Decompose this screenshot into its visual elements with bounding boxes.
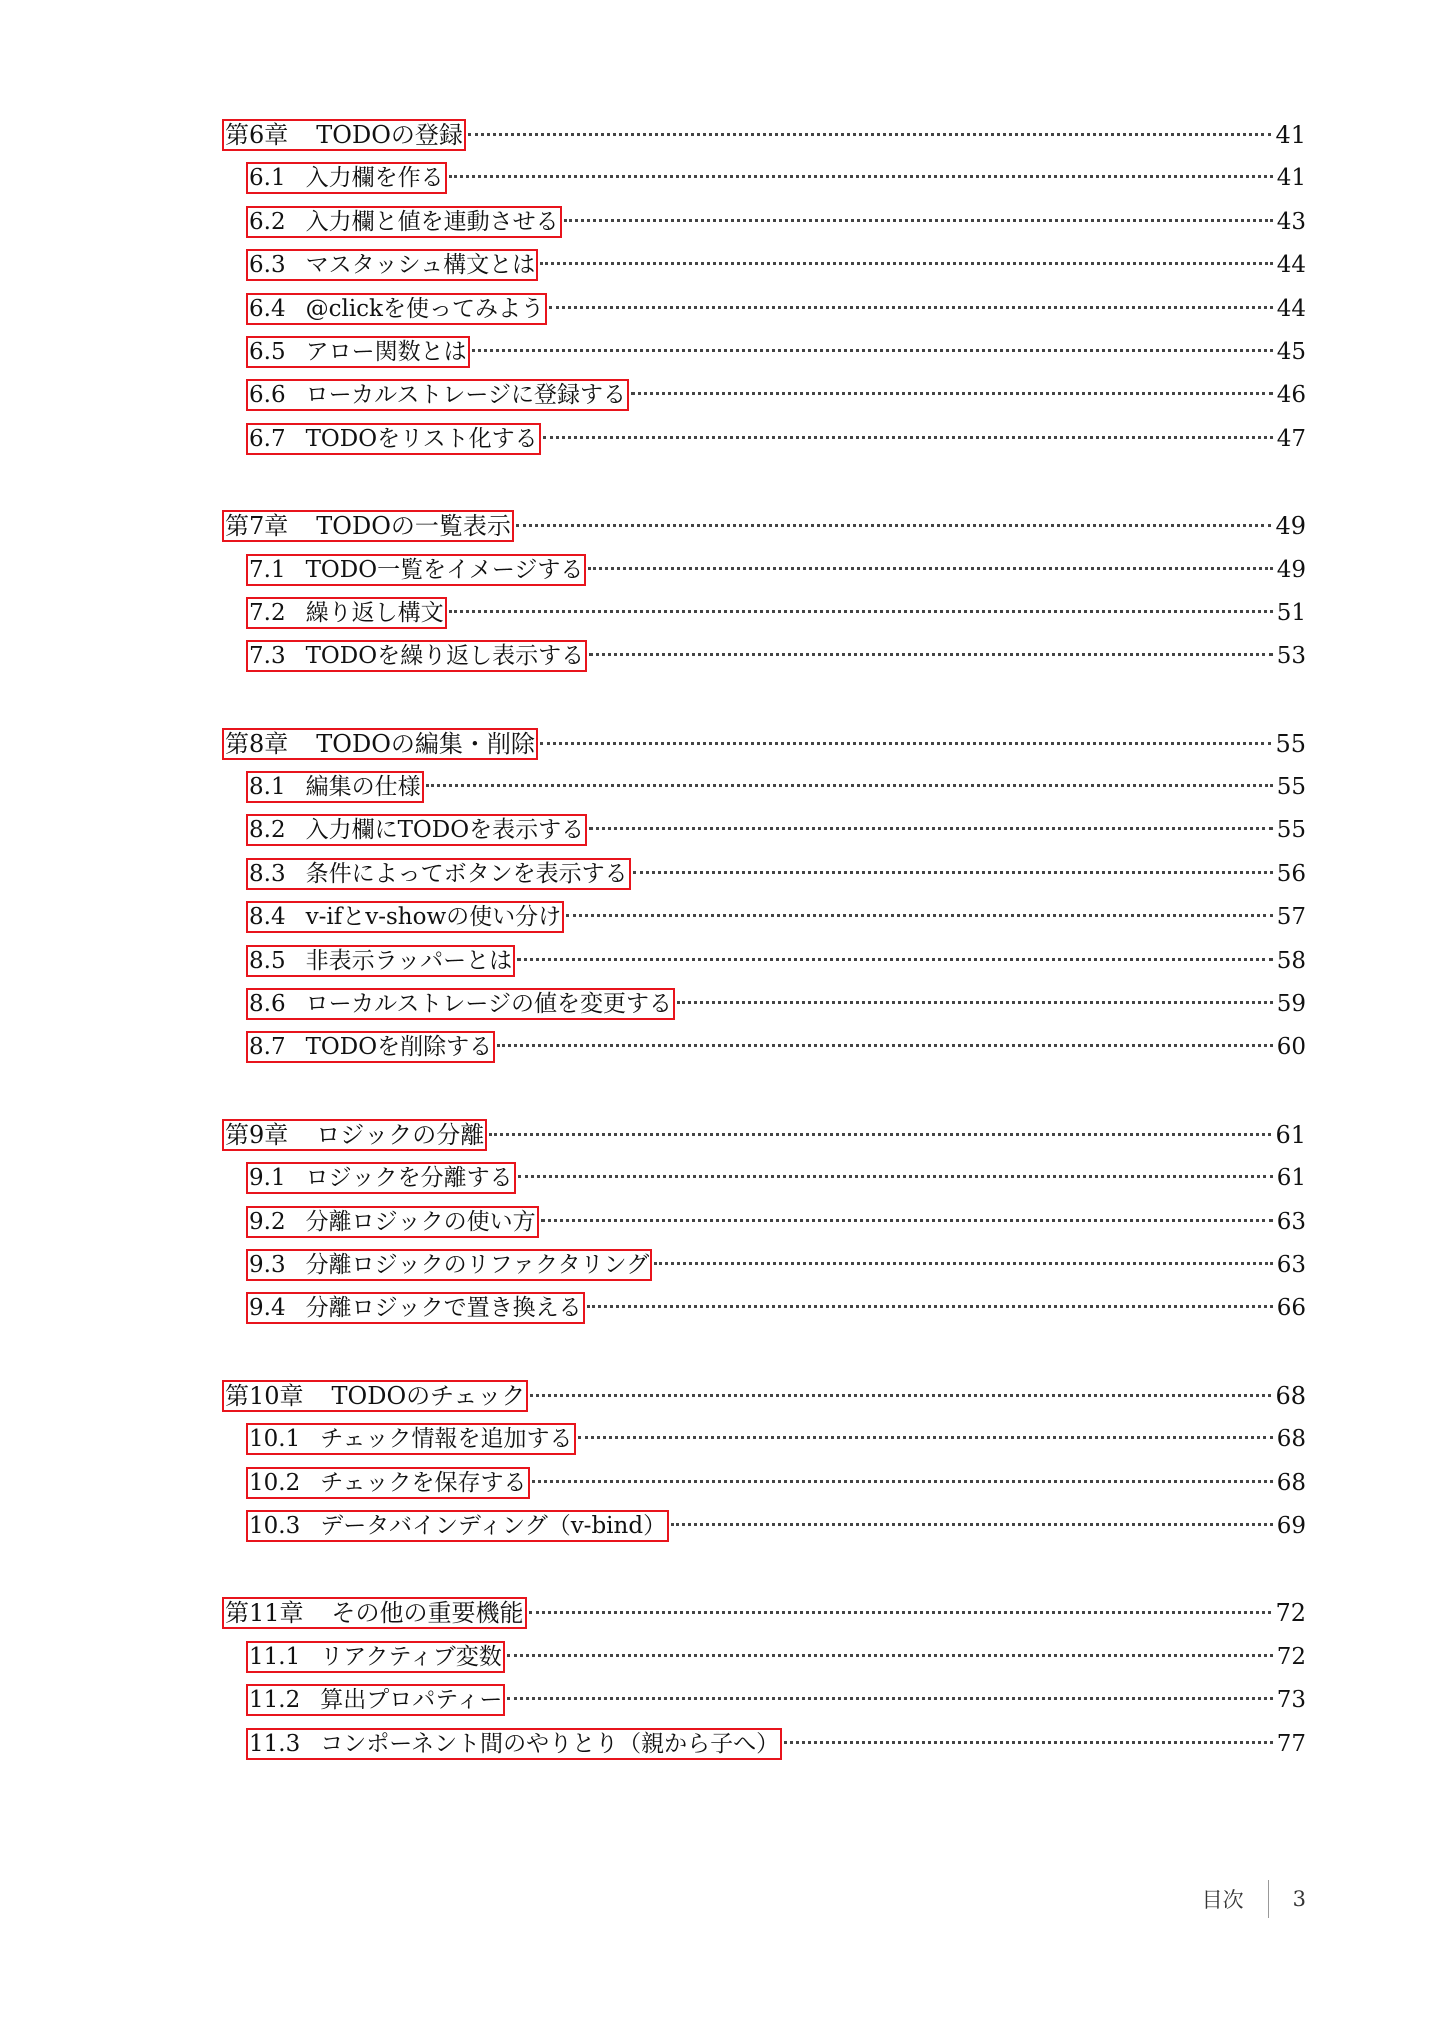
chapter-number: 第11章 <box>225 1599 304 1628</box>
dot-leader <box>426 784 1273 787</box>
toc-section-row <box>224 983 1306 1026</box>
section-number: 11.1 <box>249 1643 301 1670</box>
toc-chapter-group <box>224 723 1306 1070</box>
page-reference: 68 <box>1276 1469 1306 1496</box>
section-link[interactable] <box>248 1294 583 1322</box>
section-title: ローカルストレージの値を変更する <box>305 991 672 1018</box>
page-reference: 56 <box>1276 860 1306 887</box>
section-title: ローカルストレージに登録する <box>305 382 626 409</box>
dot-leader <box>671 1523 1273 1526</box>
section-title: @clickを使ってみよう <box>305 295 544 322</box>
dot-leader <box>489 1133 1271 1136</box>
toc-section-row <box>224 374 1306 417</box>
toc-chapter-row <box>224 1375 1306 1418</box>
dot-leader <box>677 1001 1273 1004</box>
toc-chapter-row <box>224 114 1306 157</box>
page-reference: 63 <box>1276 1251 1306 1278</box>
toc-section-row <box>224 635 1306 678</box>
page-reference: 41 <box>1276 165 1306 192</box>
page-footer <box>1202 1880 1306 1918</box>
page-reference: 55 <box>1276 774 1306 801</box>
chapter-link[interactable] <box>224 1599 525 1627</box>
dot-leader <box>449 610 1273 613</box>
section-link[interactable] <box>248 1208 537 1236</box>
dot-leader <box>516 524 1272 527</box>
page-reference: 69 <box>1276 1512 1306 1539</box>
dot-leader <box>541 1219 1273 1222</box>
section-title: 非表示ラッパーとは <box>305 947 513 974</box>
chapter-title: TODOの登録 <box>316 121 463 149</box>
section-link[interactable] <box>248 164 445 192</box>
dot-leader <box>631 392 1273 395</box>
chapter-number: 第9章 <box>225 1120 289 1149</box>
toc-section-row <box>224 418 1306 461</box>
section-link[interactable] <box>248 1033 493 1061</box>
toc-chapter-group <box>224 1114 1306 1331</box>
section-number: 11.2 <box>249 1687 301 1714</box>
section-link[interactable] <box>248 381 627 409</box>
chapter-number: 第8章 <box>225 729 289 758</box>
toc-section-row <box>224 1462 1306 1505</box>
section-number: 6.6 <box>249 382 286 409</box>
page-reference: 72 <box>1276 1643 1306 1670</box>
toc-section-row <box>224 288 1306 331</box>
page-reference: 55 <box>1276 817 1306 844</box>
toc-section-row <box>224 940 1306 983</box>
page-reference: 55 <box>1275 729 1306 758</box>
chapter-link[interactable] <box>224 512 512 540</box>
section-title: 繰り返し構文 <box>305 599 444 626</box>
section-number: 6.3 <box>249 252 286 279</box>
page-reference: 68 <box>1276 1426 1306 1453</box>
page-reference: 68 <box>1275 1381 1306 1410</box>
dot-leader <box>784 1741 1273 1744</box>
page-reference: 43 <box>1276 208 1306 235</box>
section-title: チェックを保存する <box>320 1469 527 1496</box>
chapter-title: ロジックの分離 <box>316 1120 485 1149</box>
section-number: 7.3 <box>249 643 286 670</box>
toc-chapter-row <box>224 1114 1306 1157</box>
toc-section-row <box>224 331 1306 374</box>
section-link[interactable] <box>248 338 468 366</box>
section-number: 6.7 <box>249 425 286 452</box>
toc-section-row <box>224 1723 1306 1766</box>
chapter-link[interactable] <box>224 121 464 149</box>
page-reference: 73 <box>1276 1687 1306 1714</box>
toc-section-row <box>224 1636 1306 1679</box>
chapter-link[interactable] <box>224 1121 485 1149</box>
section-number: 8.6 <box>249 991 286 1018</box>
section-link[interactable] <box>248 1512 667 1540</box>
section-number: 9.2 <box>249 1208 286 1235</box>
section-link[interactable] <box>248 208 560 236</box>
toc-chapter-group <box>224 1592 1306 1766</box>
section-link[interactable] <box>248 295 545 323</box>
dot-leader <box>532 1480 1273 1483</box>
page-reference: 44 <box>1276 295 1306 322</box>
section-number: 9.1 <box>249 1165 286 1192</box>
toc-chapter-group <box>224 505 1306 679</box>
footer-divider <box>1268 1880 1269 1918</box>
section-title: アロー関数とは <box>305 338 467 365</box>
section-link[interactable] <box>248 773 422 801</box>
section-number: 6.2 <box>249 208 286 235</box>
page-reference: 72 <box>1275 1599 1306 1628</box>
toc-section-row <box>224 896 1306 939</box>
section-number: 8.1 <box>249 774 286 801</box>
section-link[interactable] <box>248 1251 650 1279</box>
dot-leader <box>588 567 1272 570</box>
section-link[interactable] <box>248 903 562 931</box>
section-link[interactable] <box>248 425 539 453</box>
dot-leader <box>507 1654 1273 1657</box>
section-number: 8.5 <box>249 947 286 974</box>
section-number: 10.1 <box>249 1426 301 1453</box>
dot-leader <box>449 175 1273 178</box>
section-link[interactable] <box>248 990 673 1018</box>
section-number: 8.4 <box>249 904 286 931</box>
section-title: 編集の仕様 <box>305 774 421 801</box>
section-number: 7.1 <box>249 556 286 583</box>
section-number: 6.5 <box>249 338 286 365</box>
toc-section-row <box>224 244 1306 287</box>
chapter-link[interactable] <box>224 1382 526 1410</box>
section-title: 分離ロジックのリファクタリング <box>305 1251 650 1278</box>
page-reference: 51 <box>1276 599 1306 626</box>
section-title: 入力欄にTODOを表示する <box>305 817 585 844</box>
dot-leader <box>587 1305 1273 1308</box>
page-reference: 77 <box>1276 1730 1306 1757</box>
dot-leader <box>540 742 1272 745</box>
dot-leader <box>518 1175 1273 1178</box>
section-link[interactable] <box>248 251 536 279</box>
section-title: 条件によってボタンを表示する <box>305 860 628 887</box>
page-reference: 63 <box>1276 1208 1306 1235</box>
section-number: 6.1 <box>249 165 286 192</box>
table-of-contents <box>224 114 1306 1810</box>
section-title: チェック情報を追加する <box>320 1426 573 1453</box>
section-link[interactable] <box>248 1469 528 1497</box>
section-number: 6.4 <box>249 295 286 322</box>
toc-section-row <box>224 1244 1306 1287</box>
dot-leader <box>529 1611 1272 1614</box>
toc-section-row <box>224 157 1306 200</box>
section-title: 算出プロパティー <box>320 1687 503 1714</box>
page-reference: 45 <box>1276 338 1306 365</box>
section-number: 8.2 <box>249 817 286 844</box>
dot-leader <box>633 871 1273 874</box>
section-number: 10.3 <box>249 1512 301 1539</box>
chapter-title: TODOの一覧表示 <box>316 512 511 541</box>
page-number: 3 <box>1292 1887 1306 1911</box>
toc-section-row <box>224 1157 1306 1200</box>
toc-chapter-row <box>224 1592 1306 1635</box>
page-reference: 61 <box>1275 1120 1306 1149</box>
dot-leader <box>540 262 1273 265</box>
page-reference: 49 <box>1275 512 1306 541</box>
section-number: 8.7 <box>249 1034 286 1061</box>
dot-leader <box>530 1394 1271 1397</box>
section-link[interactable] <box>248 1643 503 1671</box>
toc-chapter-row <box>224 723 1306 766</box>
chapter-title: TODOの編集・削除 <box>316 729 535 758</box>
toc-section-row <box>224 549 1306 592</box>
chapter-number: 第6章 <box>225 121 289 149</box>
toc-section-row <box>224 592 1306 635</box>
section-title: 入力欄と値を連動させる <box>305 208 559 235</box>
dot-leader <box>654 1262 1273 1265</box>
section-number: 11.3 <box>249 1730 301 1757</box>
dot-leader <box>549 306 1273 309</box>
page-reference: 66 <box>1276 1295 1306 1322</box>
page-reference: 46 <box>1276 382 1306 409</box>
section-link[interactable] <box>248 1686 503 1714</box>
section-link[interactable] <box>248 642 585 670</box>
chapter-number: 第10章 <box>225 1381 304 1410</box>
section-number: 9.4 <box>249 1295 286 1322</box>
dot-leader <box>564 219 1273 222</box>
section-title: TODO一覧をイメージする <box>305 556 584 583</box>
section-title: TODOを繰り返し表示する <box>305 643 585 670</box>
toc-section-row <box>224 1679 1306 1722</box>
dot-leader <box>472 349 1273 352</box>
section-link[interactable] <box>248 1425 574 1453</box>
section-link[interactable] <box>248 1730 780 1758</box>
section-title: マスタッシュ構文とは <box>305 252 536 279</box>
chapter-number: 第7章 <box>225 512 289 541</box>
chapter-link[interactable] <box>224 730 536 758</box>
section-link[interactable] <box>248 860 629 888</box>
section-title: リアクティブ変数 <box>320 1643 502 1670</box>
page-reference: 59 <box>1276 991 1306 1018</box>
toc-chapter-group <box>224 1375 1306 1549</box>
page-reference: 41 <box>1275 121 1306 149</box>
dot-leader <box>543 436 1273 439</box>
page-reference: 58 <box>1276 947 1306 974</box>
section-title: TODOをリスト化する <box>305 425 538 452</box>
dot-leader <box>578 1436 1273 1439</box>
toc-section-row <box>224 1026 1306 1069</box>
chapter-title: その他の重要機能 <box>331 1599 524 1628</box>
section-number: 8.3 <box>249 860 286 887</box>
section-number: 9.3 <box>249 1251 286 1278</box>
toc-section-row <box>224 809 1306 852</box>
toc-section-row <box>224 1287 1306 1330</box>
section-title: 分離ロジックの使い方 <box>305 1208 536 1235</box>
section-link[interactable] <box>248 816 585 844</box>
section-link[interactable] <box>248 556 584 584</box>
section-title: コンポーネント間のやりとり（親から子へ） <box>320 1730 780 1757</box>
chapter-title: TODOのチェック <box>331 1381 526 1410</box>
section-title: 分離ロジックで置き換える <box>305 1295 582 1322</box>
section-title: TODOを削除する <box>305 1034 493 1061</box>
page-reference: 49 <box>1276 556 1306 583</box>
section-title: データバインディング（v-bind） <box>320 1512 667 1539</box>
section-number: 10.2 <box>249 1469 301 1496</box>
toc-section-row <box>224 201 1306 244</box>
toc-section-row <box>224 853 1306 896</box>
toc-section-row <box>224 1505 1306 1548</box>
section-link[interactable] <box>248 599 445 627</box>
page-reference: 61 <box>1276 1165 1306 1192</box>
page-reference: 60 <box>1276 1034 1306 1061</box>
dot-leader <box>589 653 1273 656</box>
dot-leader <box>507 1697 1272 1700</box>
page-reference: 57 <box>1276 904 1306 931</box>
toc-chapter-group <box>224 114 1306 461</box>
dot-leader <box>566 914 1273 917</box>
page-reference: 47 <box>1276 425 1306 452</box>
section-title: 入力欄を作る <box>305 165 444 192</box>
toc-chapter-row <box>224 505 1306 548</box>
dot-leader <box>589 827 1273 830</box>
dot-leader <box>517 958 1273 961</box>
section-title: ロジックを分離する <box>305 1165 513 1192</box>
page-reference: 44 <box>1276 252 1306 279</box>
section-title: v-ifとv-showの使い分け <box>305 904 562 931</box>
toc-section-row <box>224 1201 1306 1244</box>
toc-section-row <box>224 1418 1306 1461</box>
dot-leader <box>468 133 1272 136</box>
dot-leader <box>497 1044 1273 1047</box>
section-link[interactable] <box>248 947 513 975</box>
toc-section-row <box>224 766 1306 809</box>
page-reference: 53 <box>1276 643 1306 670</box>
section-link[interactable] <box>248 1164 514 1192</box>
section-number: 7.2 <box>249 599 286 626</box>
footer-label: 目次 <box>1201 1888 1244 1912</box>
